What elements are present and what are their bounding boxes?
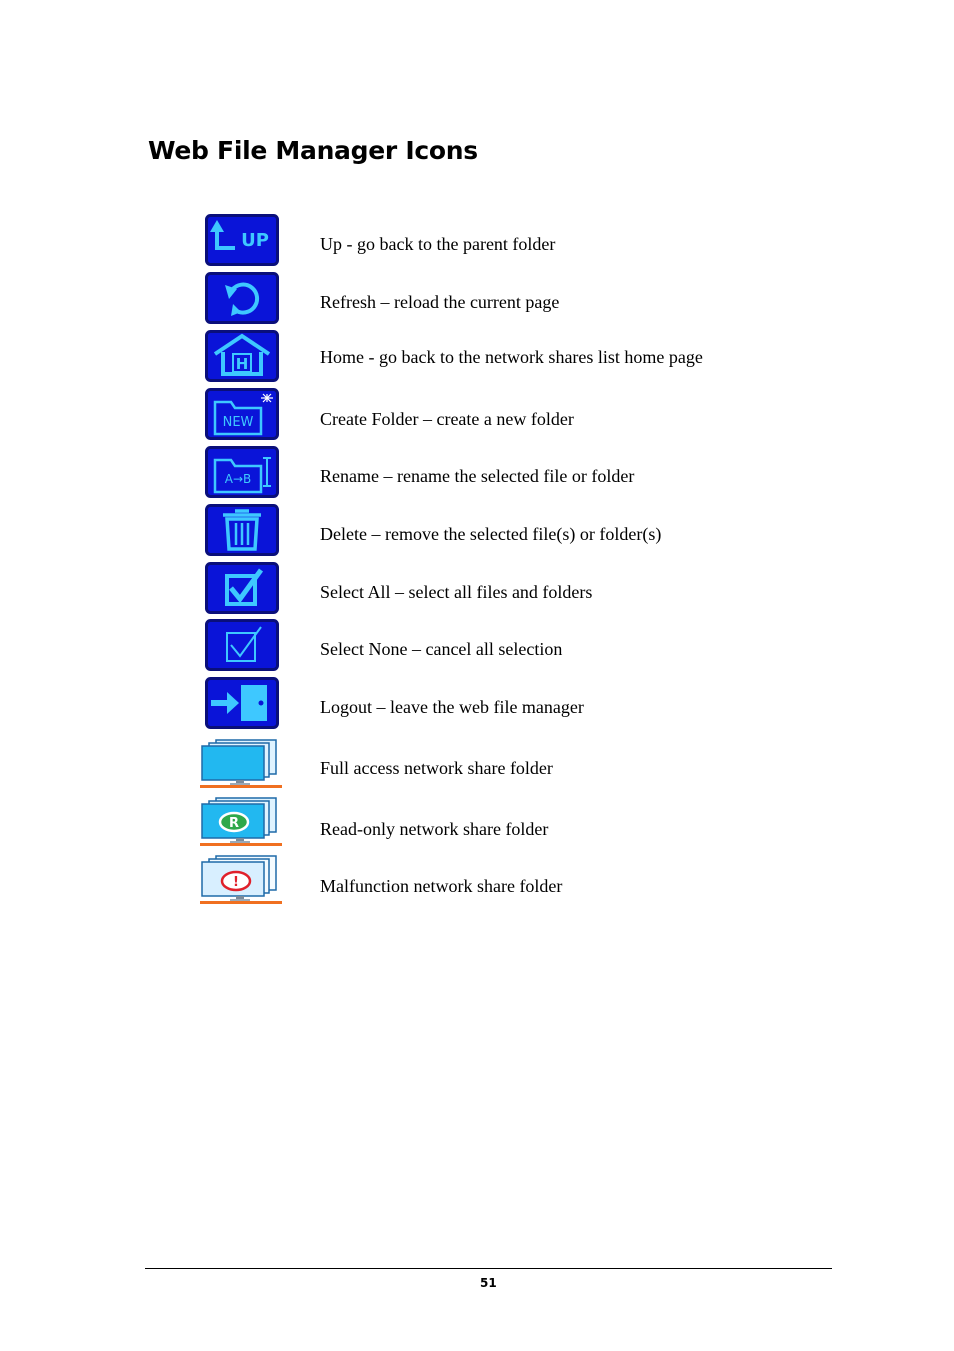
icon-description: Select None – cancel all selection — [320, 639, 563, 659]
delete-icon — [200, 504, 284, 556]
home-icon — [200, 330, 284, 382]
icon-description: Logout – leave the web file manager — [320, 697, 584, 717]
full-access-share-folder-icon — [200, 738, 284, 790]
page-number: 51 — [480, 1276, 497, 1290]
icon-description: Rename – rename the selected file or folder — [320, 466, 635, 486]
rename-glyph-text: A→B — [224, 472, 252, 486]
malfunction-glyph-text: ! — [233, 875, 239, 890]
read-only-share-folder-icon — [200, 796, 284, 848]
create-folder-icon — [200, 388, 284, 440]
up-icon — [200, 214, 284, 266]
new-glyph-text: NEW — [222, 415, 254, 430]
footer-divider — [145, 1268, 832, 1269]
icon-description: Create Folder – create a new folder — [320, 409, 574, 429]
select-none-icon — [200, 619, 284, 671]
icon-description: Up - go back to the parent folder — [320, 234, 556, 254]
icon-description: Refresh – reload the current page — [320, 292, 560, 312]
icon-description: Delete – remove the selected file(s) or folder(s) — [320, 524, 662, 544]
select-all-icon — [200, 562, 284, 614]
icon-description: Home - go back to the network shares list home page — [320, 347, 703, 367]
icon-description: Select All – select all files and folders — [320, 582, 593, 602]
home-glyph-text: H — [235, 355, 249, 373]
page-title: Web File Manager Icons — [148, 136, 478, 165]
malfunction-share-folder-icon — [200, 854, 284, 906]
read-only-glyph-text: R — [228, 816, 240, 831]
icon-description: Full access network share folder — [320, 758, 553, 778]
refresh-icon — [200, 272, 284, 324]
icon-description: Read-only network share folder — [320, 819, 549, 839]
logout-icon — [200, 677, 284, 729]
icon-description: Malfunction network share folder — [320, 876, 563, 896]
rename-icon — [200, 446, 284, 498]
up-glyph-text: UP — [241, 230, 269, 251]
